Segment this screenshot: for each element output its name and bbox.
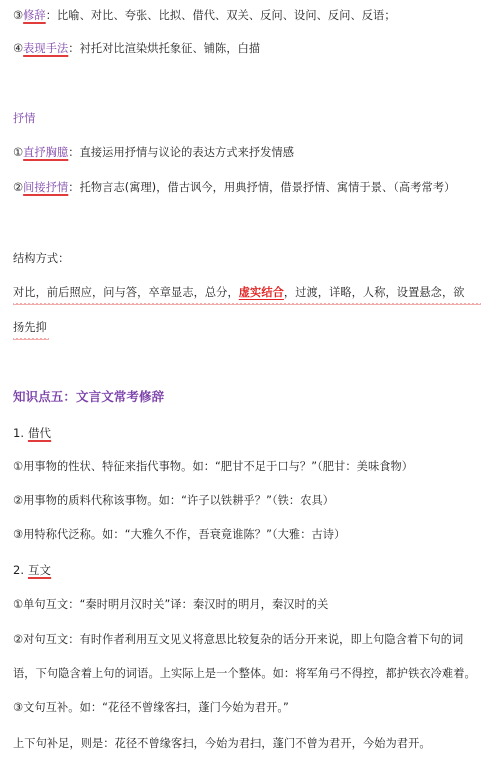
line-text: ，过渡，详略，人称，设置悬念，欲	[283, 286, 465, 299]
knowledge-point-5-title: 知识点五：文言文常考修辞	[13, 389, 165, 404]
wavy-underline	[13, 338, 49, 342]
line-text: ：衬托对比渲染烘托象征、铺陈，白描	[68, 42, 261, 55]
circled-number: ②	[13, 181, 24, 194]
line-text: ：直接运用抒情与议论的表达方式来抒发情感	[68, 146, 295, 159]
section-lyric-heading: 抒情	[13, 112, 36, 125]
direct-lyric-line	[13, 145, 484, 161]
technique-line	[13, 41, 484, 57]
jiedai-example-2: ②用事物的质料代称该事物。如：“许子以铁耕乎？”（铁：农具）	[13, 494, 335, 507]
wavy-underline	[13, 303, 481, 307]
structure-heading: 结构方式：	[13, 252, 70, 265]
term-jiedai: 借代	[27, 426, 52, 440]
indirect-lyric-line	[13, 180, 484, 196]
circled-number: ①	[13, 146, 24, 159]
term-direct-lyric: 直抒胸臆	[23, 146, 69, 159]
structure-line	[13, 285, 484, 301]
subsection-huwen	[13, 562, 484, 578]
circled-number: ③	[13, 9, 24, 22]
line-text: ：比喻、对比、夸张、比拟、借代、双关、反问、设问、反问、反语；	[45, 9, 396, 22]
huwen-example-3-cont: 上下句补足，则是：花径不曾缘客扫，今始为君扫，蓬门不曾为君开，今始为君开。	[13, 737, 431, 750]
huwen-example-1: ①单句互文：“秦时明月汉时关”译：秦汉时的明月，秦汉时的关	[13, 598, 329, 611]
huwen-example-2-cont: 语，下句隐含着上句的词语。上实际上是一个整体。如：将军角弓不得控，都护铁衣冷难着。	[13, 667, 476, 680]
huwen-example-2: ②对句互文：有时作者利用互文见义将意思比较复杂的话分开来说，即上句隐含着下句的词	[13, 633, 464, 646]
subsection-jiedai	[13, 425, 484, 441]
term-huwen: 互文	[27, 563, 52, 577]
subsection-number: 2.	[13, 563, 28, 577]
structure-line-cont: 扬先抑	[13, 321, 47, 334]
circled-number: ④	[13, 42, 24, 55]
term-rhetoric: 修辞	[23, 9, 46, 22]
line-text: ：托物言志(寓理)，借古讽今，用典抒情，借景抒情、寓情于景、（高考常考）	[68, 181, 456, 194]
rhetoric-line	[13, 8, 484, 24]
subsection-number: 1.	[13, 426, 28, 440]
huwen-example-3: ③文句互补。如：“花径不曾缘客扫，蓬门今始为君开。”	[13, 701, 289, 714]
key-term-xushi: 虚实结合	[238, 286, 284, 299]
term-indirect-lyric: 间接抒情	[23, 181, 69, 194]
jiedai-example-1: ①用事物的性状、特征来指代事物。如：“肥甘不足于口与？”（肥甘：美味食物）	[13, 460, 414, 473]
line-text: 对比，前后照应，问与答，卒章显志，总分，	[13, 286, 239, 299]
jiedai-example-3: ③用特称代泛称。如：“大雅久不作，吾衰竟谁陈？”（大雅：古诗）	[13, 528, 346, 541]
term-technique: 表现手法	[23, 42, 69, 55]
